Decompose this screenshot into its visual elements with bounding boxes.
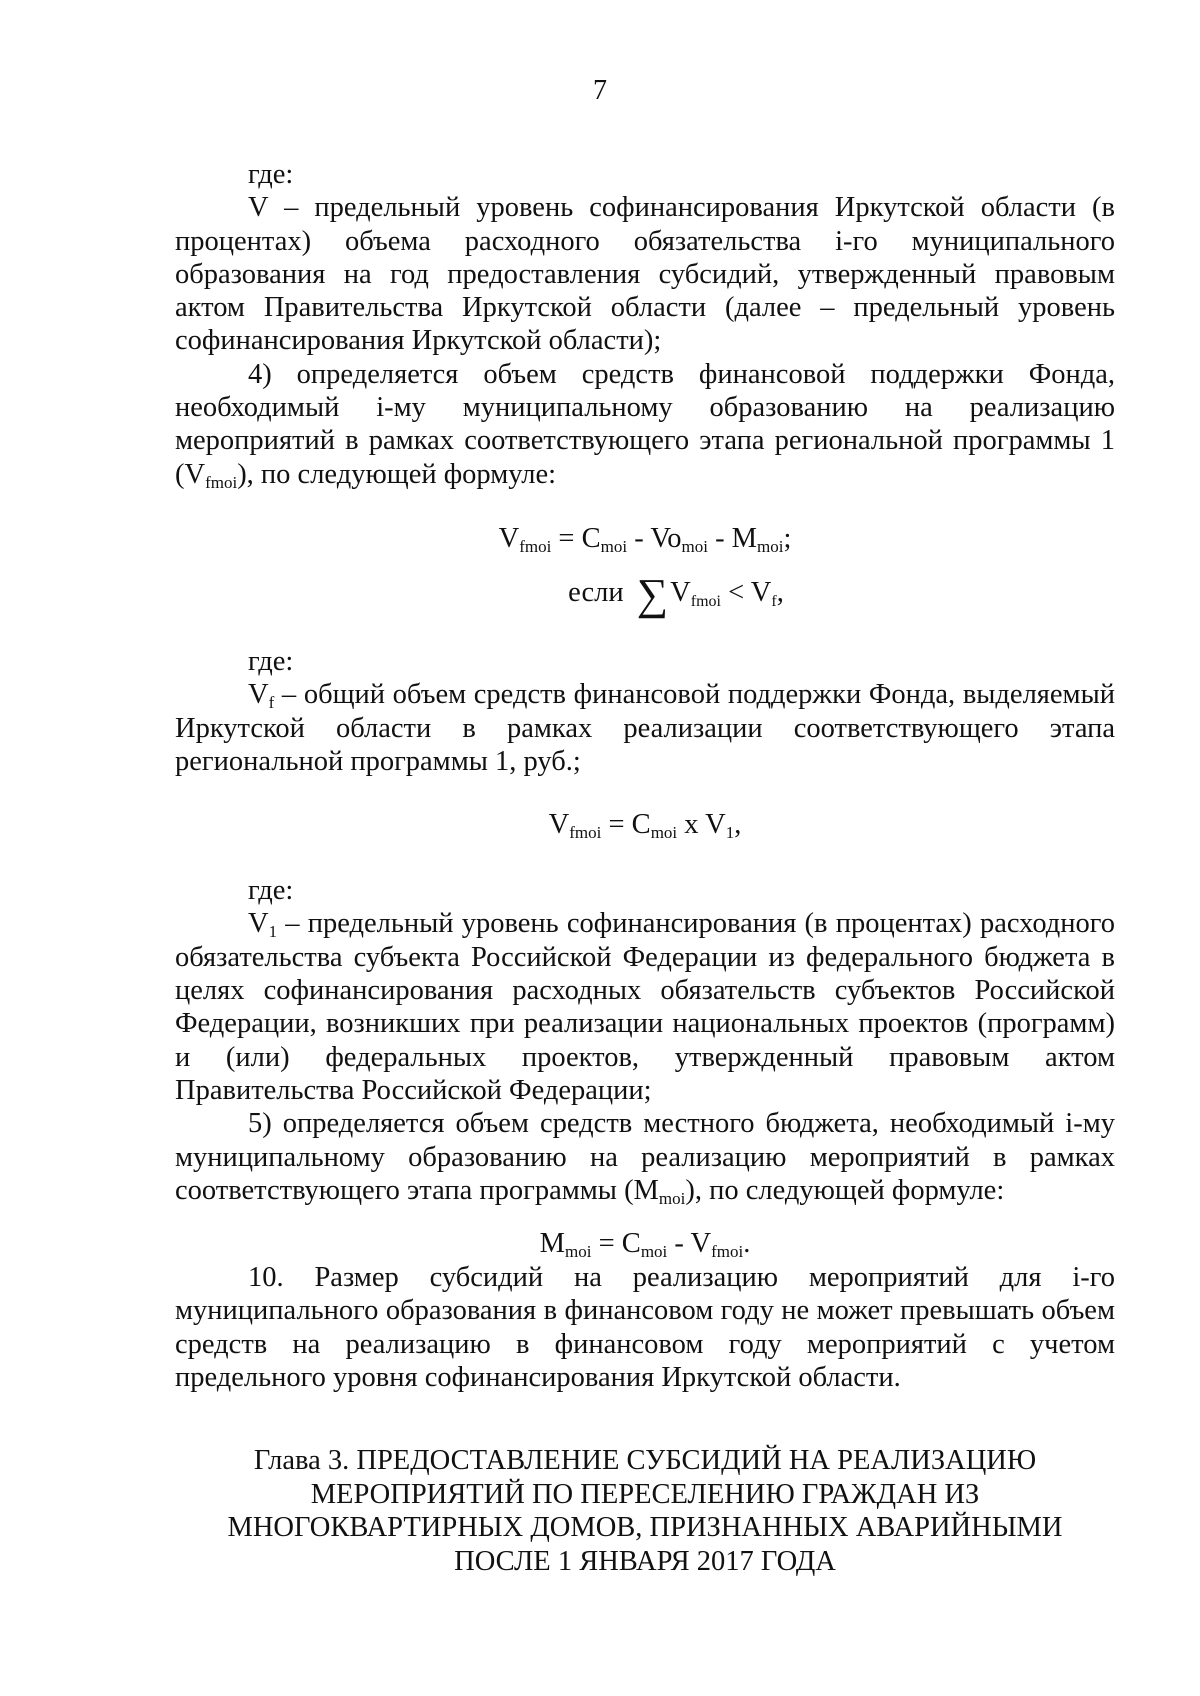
paragraph-vf-definition: $V_f$ – общий объем средств финансовой поддержки Фонда, выделяемый Иркутской области в рамках реализации соответствующего этапа региональной программы 1, руб.; (175, 679, 1115, 777)
paragraph-item-5: 5) определяется объем средств местного бюджета, необходимый i-му муниципальному образованию на реализацию мероприятий в рамках соответствующего этапа программы $(M_{moi})$, по следующей формуле: (175, 1108, 1115, 1208)
formula-condition: если $\sum V_{fmoi} < V_f$, (568, 569, 784, 619)
paragraph-v1-definition: $V_1$ – предельный уровень софинансирования (в процентах) расходного обязательства субъекта Российской Федерации из федерального бюджета в целях софинансирования расходных обязательств субъектов Российской Федерации, возникших при реализации национальных проектов (программ) и (или) федеральных проектов, утвержденный правовым актом Правительства Российской Федерации; (175, 908, 1115, 1106)
chapter-heading-line-3: МНОГОКВАРТИРНЫХ ДОМОВ, ПРИЗНАННЫХ АВАРИЙНЫМИ (227, 1512, 1063, 1543)
paragraph-item-4: 4) определяется объем средств финансовой поддержки Фонда, необходимый i-му муниципальному образованию на реализацию мероприятий в рамках соответствующего этапа региональной программы 1 $(V_{fmoi})$, по следующей формуле: (175, 358, 1115, 492)
chapter-heading-line-2: МЕРОПРИЯТИЙ ПО ПЕРЕСЕЛЕНИЮ ГРАЖДАН ИЗ (310, 1478, 980, 1510)
formula-mmoi: $M_{moi} = C_{moi} - V_{fmoi}$. (539, 1228, 751, 1262)
sum-symbol: ∑ (636, 569, 669, 619)
formula-vfmoi: $V_{fmoi} = C_{moi} - Vo_{moi} - M_{moi}$; (498, 522, 792, 556)
chapter-heading-line-1: Глава 3. ПРЕДОСТАВЛЕНИЕ СУБСИДИЙ НА РЕАЛИЗАЦИЮ (253, 1445, 1037, 1476)
formula-vfmoi-v1: $V_{fmoi} = C_{moi}$ x $V_1$, (548, 809, 742, 843)
where-label-3: где: (248, 875, 294, 907)
where-label-2: где: (248, 645, 294, 677)
body-text (175, 158, 1115, 1394)
chapter-heading (175, 1444, 1115, 1578)
paragraph-v-definition: V – предельный уровень софинансирования Иркутской области (в процентах) объема расходного обязательства i-го муниципального образования на год предоставления субсидий, утвержденный правовым актом Правительства Иркутской области (далее – предельный уровень софинансирования Иркутской области); (175, 192, 1115, 357)
page-number: 7 (593, 75, 607, 106)
chapter-heading-line-4: ПОСЛЕ 1 ЯНВАРЯ 2017 ГОДА (454, 1545, 836, 1577)
where-label-1: где: (248, 159, 294, 190)
paragraph-item-10: 10. Размер субсидий на реализацию мероприятий для i-го муниципального образования в финансовом году не может превышать объем средств на реализацию в финансовом году мероприятий с учетом предельного уровня софинансирования Иркутской области. (175, 1262, 1115, 1394)
